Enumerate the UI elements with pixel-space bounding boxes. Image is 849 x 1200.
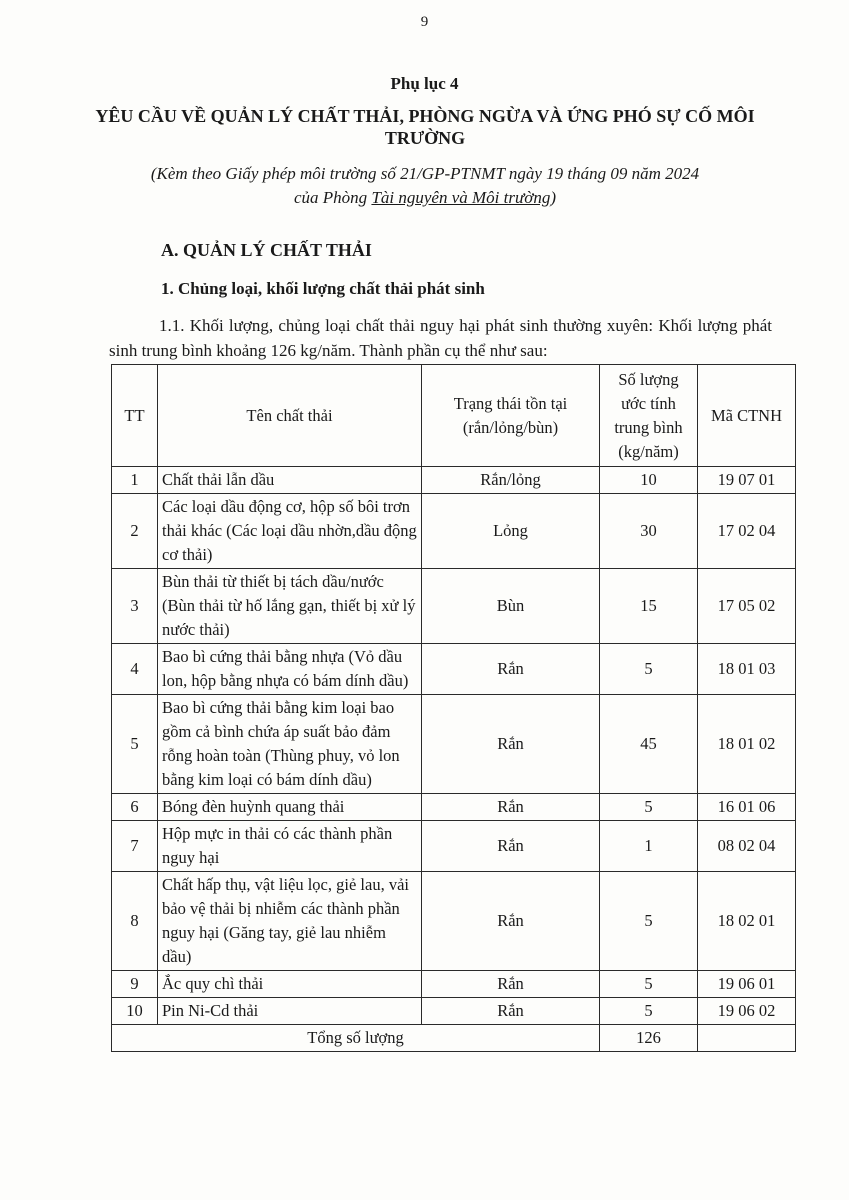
document-title: YÊU CẦU VỀ QUẢN LÝ CHẤT THẢI, PHÒNG NGỪA VÀ ỨNG PHÓ SỰ CỐ MÔI TRƯỜNG [95, 106, 755, 148]
cell-name: Bùn thải từ thiết bị tách dầu/nước (Bùn thải từ hố lắng gạn, thiết bị xử lý nước thải) [158, 569, 422, 644]
cell-qty: 5 [600, 794, 698, 821]
header-tt: TT [112, 365, 158, 467]
cell-name: Các loại dầu động cơ, hộp số bôi trơn thải khác (Các loại dầu nhờn,dầu động cơ thải) [158, 494, 422, 569]
table-row [112, 467, 796, 494]
subtitle-line-1: (Kèm theo Giấy phép môi trường số 21/GP-PTNMT ngày 19 tháng 09 năm 2024 [150, 164, 700, 183]
cell-tt: 1 [112, 467, 158, 494]
cell-state: Rắn [422, 644, 600, 695]
cell-qty: 5 [600, 998, 698, 1025]
subtitle-prefix: của Phòng [294, 188, 372, 207]
cell-qty: 15 [600, 569, 698, 644]
cell-name: Ắc quy chì thải [158, 971, 422, 998]
cell-state: Rắn [422, 794, 600, 821]
table-row [112, 494, 796, 569]
subtitle-suffix: ) [550, 188, 556, 207]
total-label: Tổng số lượng [112, 1025, 600, 1052]
cell-state: Rắn [422, 695, 600, 794]
page-number: 9 [420, 14, 429, 30]
cell-code: 18 02 01 [698, 872, 796, 971]
cell-code: 19 07 01 [698, 467, 796, 494]
section-1-heading: 1. Chủng loại, khối lượng chất thải phát sinh [161, 279, 485, 298]
cell-name: Bao bì cứng thải bằng kim loại bao gồm cả bình chứa áp suất bảo đảm rỗng hoàn toàn (Thùng phuy, vỏ lon bằng kim loại có bám dính dầu) [158, 695, 422, 794]
cell-code: 16 01 06 [698, 794, 796, 821]
table-total-row [112, 1025, 796, 1052]
cell-qty: 10 [600, 467, 698, 494]
table-row [112, 821, 796, 872]
cell-tt: 6 [112, 794, 158, 821]
table-row [112, 794, 796, 821]
cell-code: 18 01 02 [698, 695, 796, 794]
cell-state: Lỏng [422, 494, 600, 569]
table-row [112, 872, 796, 971]
cell-state: Rắn [422, 872, 600, 971]
cell-tt: 5 [112, 695, 158, 794]
cell-name: Chất hấp thụ, vật liệu lọc, giẻ lau, vải bảo vệ thải bị nhiễm các thành phần nguy hại (Găng tay, giẻ lau nhiễm dầu) [158, 872, 422, 971]
cell-tt: 8 [112, 872, 158, 971]
header-qty: Số lượng ước tính trung bình (kg/năm) [600, 365, 698, 467]
table-row [112, 998, 796, 1025]
cell-qty: 45 [600, 695, 698, 794]
cell-code: 17 05 02 [698, 569, 796, 644]
intro-paragraph: 1.1. Khối lượng, chủng loại chất thải nguy hại phát sinh thường xuyên: Khối lượng phát sinh trung bình khoảng 126 kg/năm. Thành phần cụ thể như sau: [109, 316, 772, 360]
header-state: Trạng thái tồn tại (rắn/lỏng/bùn) [422, 365, 600, 467]
cell-tt: 2 [112, 494, 158, 569]
cell-code: 18 01 03 [698, 644, 796, 695]
hazardous-waste-table [111, 364, 796, 1052]
total-empty-cell [698, 1025, 796, 1052]
cell-qty: 1 [600, 821, 698, 872]
cell-state: Rắn [422, 821, 600, 872]
cell-state: Rắn [422, 971, 600, 998]
cell-name: Hộp mực in thải có các thành phần nguy hại [158, 821, 422, 872]
cell-code: 08 02 04 [698, 821, 796, 872]
cell-qty: 5 [600, 644, 698, 695]
total-value: 126 [600, 1025, 698, 1052]
cell-code: 19 06 01 [698, 971, 796, 998]
document-subtitle [80, 162, 770, 210]
cell-tt: 7 [112, 821, 158, 872]
cell-tt: 10 [112, 998, 158, 1025]
cell-name: Bao bì cứng thải bằng nhựa (Vỏ dầu lon, hộp bằng nhựa có bám dính dầu) [158, 644, 422, 695]
cell-tt: 4 [112, 644, 158, 695]
cell-name: Chất thải lẫn dầu [158, 467, 422, 494]
table-row [112, 644, 796, 695]
section-a-heading: A. QUẢN LÝ CHẤT THẢI [161, 240, 372, 260]
cell-state: Rắn [422, 998, 600, 1025]
table-row [112, 971, 796, 998]
header-name: Tên chất thải [158, 365, 422, 467]
table-header-row [112, 365, 796, 467]
header-code: Mã CTNH [698, 365, 796, 467]
cell-name: Bóng đèn huỳnh quang thải [158, 794, 422, 821]
subtitle-line-2 [80, 186, 770, 210]
table-row [112, 695, 796, 794]
cell-code: 19 06 02 [698, 998, 796, 1025]
cell-code: 17 02 04 [698, 494, 796, 569]
table-row [112, 569, 796, 644]
table-body [112, 467, 796, 1025]
cell-name: Pin Ni-Cd thải [158, 998, 422, 1025]
cell-state: Rắn/lỏng [422, 467, 600, 494]
cell-tt: 3 [112, 569, 158, 644]
appendix-heading: Phụ lục 4 [390, 74, 459, 93]
cell-state: Bùn [422, 569, 600, 644]
cell-qty: 5 [600, 872, 698, 971]
cell-qty: 5 [600, 971, 698, 998]
subtitle-agency: Tài nguyên và Môi trường [371, 188, 551, 207]
cell-tt: 9 [112, 971, 158, 998]
cell-qty: 30 [600, 494, 698, 569]
